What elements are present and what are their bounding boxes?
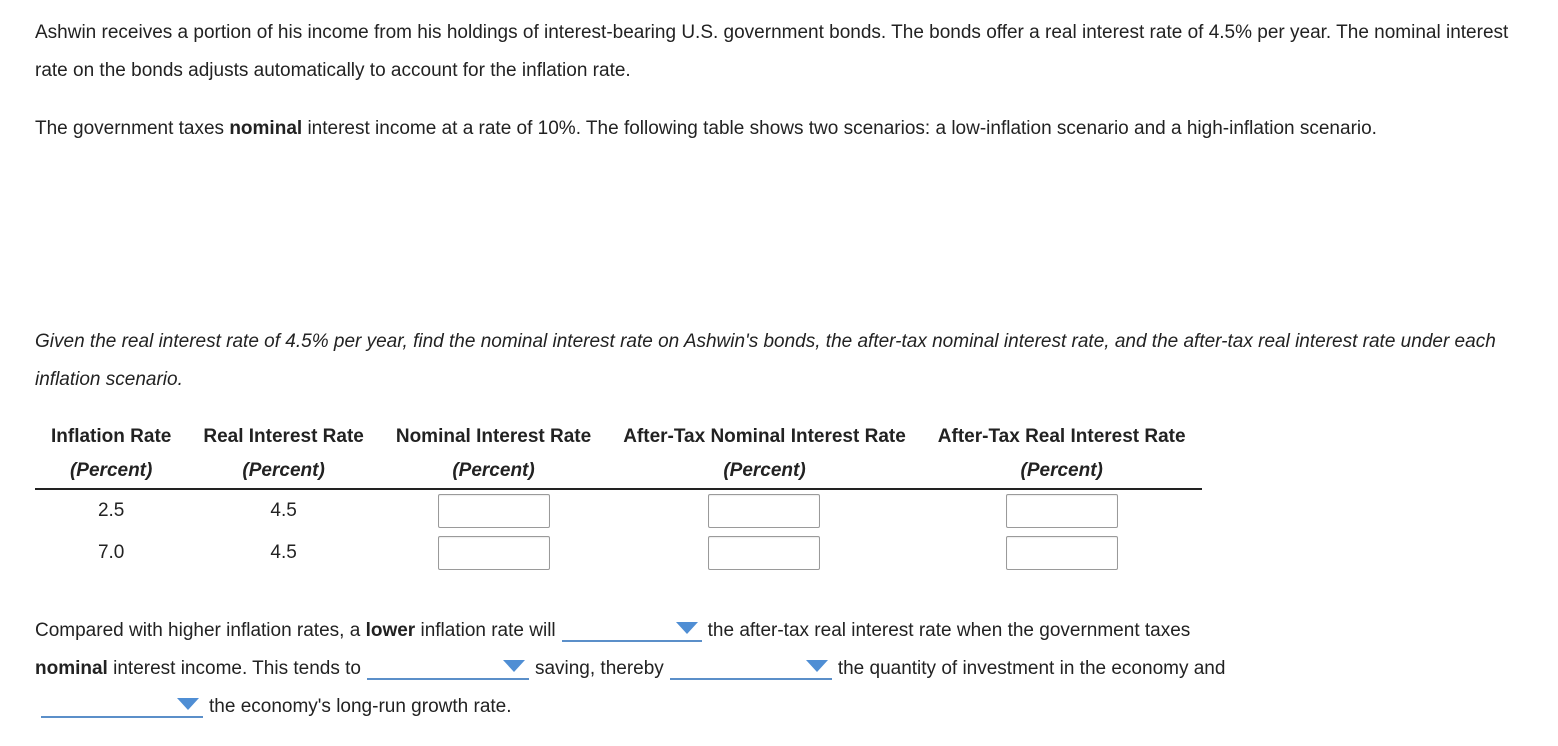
intro-paragraph: Ashwin receives a portion of his income from his holdings of interest-bearing U.S. government bonds. The bonds offer a real interest rate of 4.5% per year. The nominal interest rate on the bonds adjusts automatically to account for the inflation rate. [35,22,1509,81]
instruction-paragraph: Given the real interest rate of 4.5% per year, find the nominal interest rate on Ashwin's bonds, the after-tax nominal interest rate, and the after-tax real interest rate under each inflation scenario. [35,331,1496,390]
header-after-tax-nominal: After-Tax Nominal Interest Rate [623,426,906,447]
after-tax-real-cell [922,489,1202,532]
header-row [35,420,1202,454]
fill-text-7: the quantity of investment in the economy and [837,658,1226,679]
header-real: Real Interest Rate [203,426,364,447]
fill-text-bold-nominal: nominal [35,658,108,679]
dropdown-growth-effect[interactable] [41,692,203,718]
real-rate-cell: 4.5 [270,542,297,563]
header-after-tax-real: After-Tax Real Interest Rate [937,426,1186,447]
chevron-down-icon [806,660,828,672]
units-row [35,454,1202,489]
unit-after-tax-nominal: (Percent) [607,454,922,489]
interest-rate-table [35,420,1202,574]
fill-in-paragraph [35,612,1515,726]
inflation-cell: 2.5 [97,500,125,521]
dropdown-after-tax-real-effect[interactable] [562,616,702,642]
fill-text-bold-lower: lower [365,620,416,641]
fill-text-2: inflation rate will [415,620,556,641]
fill-text-5: interest income. This tends to [107,658,361,679]
nominal-cell [380,532,607,574]
chevron-down-icon [676,622,698,634]
after-tax-real-input-low[interactable] [1006,494,1118,528]
after-tax-nominal-cell [607,532,922,574]
dropdown-investment-effect[interactable] [670,654,832,680]
real-rate-cell: 4.5 [270,500,297,521]
chevron-down-icon [177,698,199,710]
header-nominal: Nominal Interest Rate [395,426,592,447]
nominal-cell [380,489,607,532]
header-inflation: Inflation Rate [51,426,172,447]
fill-text-1: Compared with higher inflation rates, a [35,620,366,641]
after-tax-nominal-cell [607,489,922,532]
after-tax-real-input-high[interactable] [1006,536,1118,570]
fill-text-3: the after-tax real interest rate when the government taxes [707,620,1191,641]
unit-inflation: (Percent) [35,454,187,489]
fill-text-8: the economy's long-run growth rate. [209,696,512,717]
unit-nominal: (Percent) [380,454,607,489]
after-tax-nominal-input-low[interactable] [708,494,820,528]
after-tax-nominal-input-high[interactable] [708,536,820,570]
tax-paragraph [35,110,1515,148]
after-tax-real-cell [922,532,1202,574]
nominal-rate-input-low[interactable] [438,494,550,528]
fill-text-6: saving, thereby [534,658,664,679]
tax-text-before: The government taxes [35,118,230,139]
table-row [35,489,1202,532]
unit-real: (Percent) [187,454,380,489]
dropdown-saving-effect[interactable] [367,654,529,680]
tax-text-bold: nominal [229,118,303,139]
unit-after-tax-real: (Percent) [922,454,1202,489]
tax-text-after: interest income at a rate of 10%. The following table shows two scenarios: a low-inflation scenario and a high-inflation scenario. [302,118,1377,139]
nominal-rate-input-high[interactable] [438,536,550,570]
chevron-down-icon [503,660,525,672]
table-row [35,532,1202,574]
inflation-cell: 7.0 [97,542,125,563]
